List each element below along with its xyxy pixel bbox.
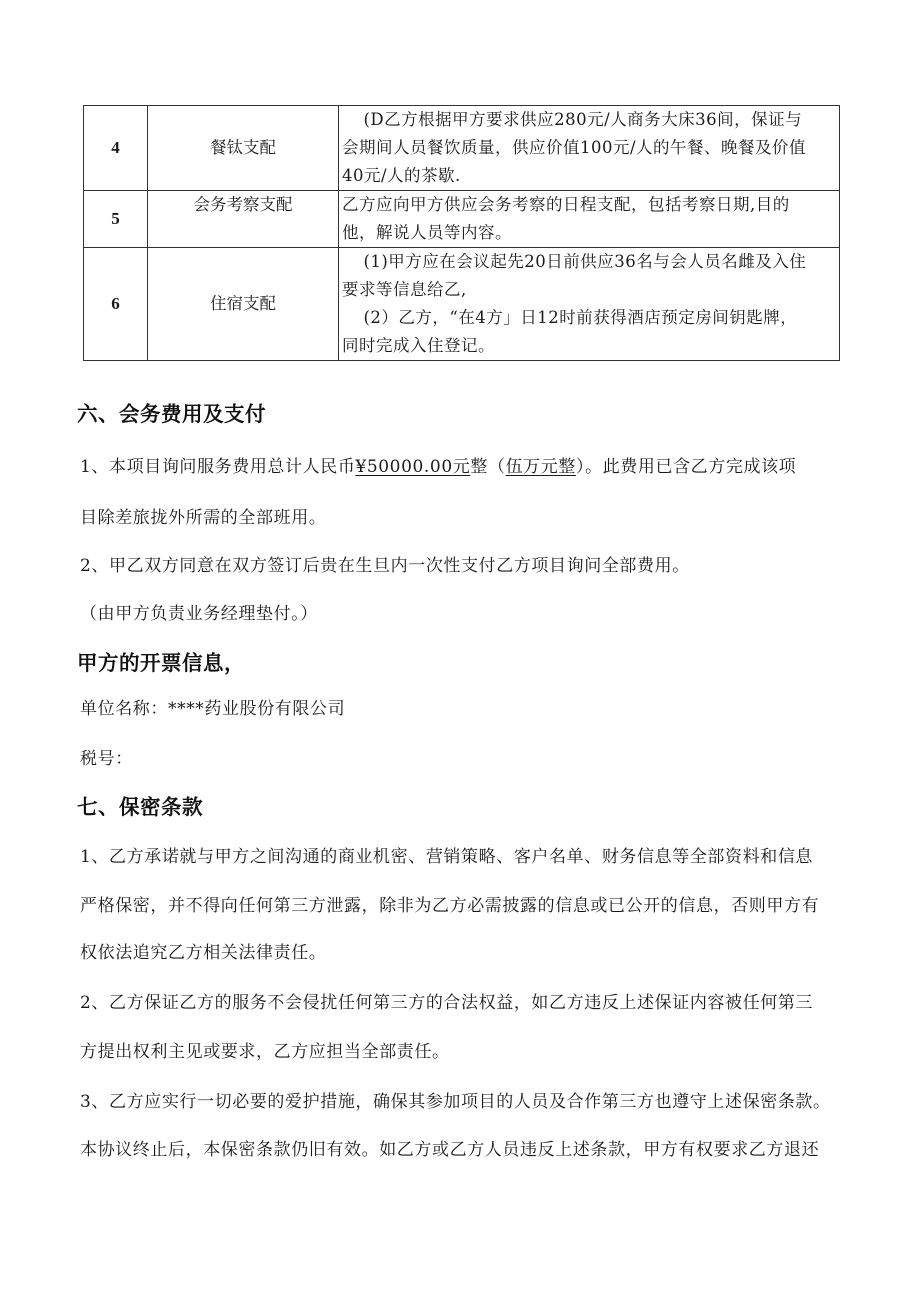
table-row	[84, 248, 840, 361]
section-heading-fees: 六、会务费用及支付	[77, 402, 266, 426]
clause-line: 严格保密，并不得向任何第三方泄露，除非为乙方必需披露的信息或已公开的信息，否则甲方有	[80, 896, 820, 916]
content-line: 乙方应向甲方供应会务考察的日程支配，包括考察日期,目的	[342, 195, 790, 214]
content-line: 会期间人员餐饮质量，供应价值100元/人的午餐、晚餐及价值	[342, 138, 807, 157]
invoice-company: 单位名称：****药业股份有限公司	[80, 699, 346, 719]
payment-note: （由甲方负责业务经理垫付。）	[80, 604, 318, 624]
payment-paragraph: 2、甲乙双方同意在双方签订后贵在生旦内一次性支付乙方项目询问全部费用。	[80, 556, 690, 576]
invoice-tax-number: 税号：	[80, 749, 133, 769]
clause-line: 1、乙方承诺就与甲方之间沟通的商业机密、营销策略、客户名单、财务信息等全部资料和信息	[80, 847, 814, 867]
content-line: (2）乙方，“在4方」日12时前获得酒店预定房间钥匙牌，	[363, 308, 798, 327]
fee-text-start: 1、本项目询问服务费用总计人民币	[80, 457, 356, 477]
content-line: (1)甲方应在会议起先20日前供应36名与会人员名雌及入住	[363, 252, 807, 271]
fee-amount: ¥50000.00元	[355, 457, 471, 477]
service-table	[83, 105, 840, 361]
fee-paragraph	[80, 452, 796, 477]
table-row	[84, 191, 840, 248]
clause-line: 2、乙方保证乙方的服务不会侵扰任何第三方的合法权益，如乙方违反上述保证内容被任何第三	[80, 993, 814, 1013]
row-number: 5	[84, 191, 148, 248]
content-line: 40元/人的茶歇.	[342, 166, 461, 185]
row-item: 住宿支配	[148, 248, 339, 361]
row-number: 6	[84, 248, 148, 361]
row-content	[339, 248, 840, 361]
clause-line: 3、乙方应实行一切必要的爱护措施，确保其参加项目的人员及合作第三方也遵守上述保密条款。	[80, 1092, 831, 1112]
content-line: 要求等信息给乙,	[342, 280, 467, 299]
clause-line: 方提出权利主见或要求，乙方应担当全部责任。	[80, 1042, 450, 1062]
fee-amount-words: 伍万元整	[505, 457, 576, 477]
row-number: 4	[84, 106, 148, 191]
section-heading-confidentiality: 七、保密条款	[77, 795, 203, 819]
clause-line: 本协议终止后，本保密条款仍旧有效。如乙方或乙方人员违反上述条款，甲方有权要求乙方退还	[80, 1140, 820, 1160]
fee-text-end: ）。此费用已含乙方完成该项	[575, 457, 797, 477]
content-line: (D乙方根据甲方要求供应280元/人商务大床36间，保证与	[363, 110, 803, 129]
clause-line: 权依法追究乙方相关法律责任。	[80, 943, 327, 963]
row-content	[339, 106, 840, 191]
content-line: 同时完成入住登记。	[342, 336, 495, 355]
fee-text-mid: 整（	[470, 457, 506, 477]
fee-paragraph-line2: 目除差旅拢外所需的全部班用。	[80, 508, 327, 528]
row-content	[339, 191, 840, 248]
table-row	[84, 106, 840, 191]
invoice-heading: 甲方的开票信息，	[77, 651, 245, 675]
row-item: 餐钛支配	[148, 106, 339, 191]
row-item: 会务考察支配	[148, 191, 339, 248]
content-line: 他，解说人员等内容。	[342, 223, 512, 242]
